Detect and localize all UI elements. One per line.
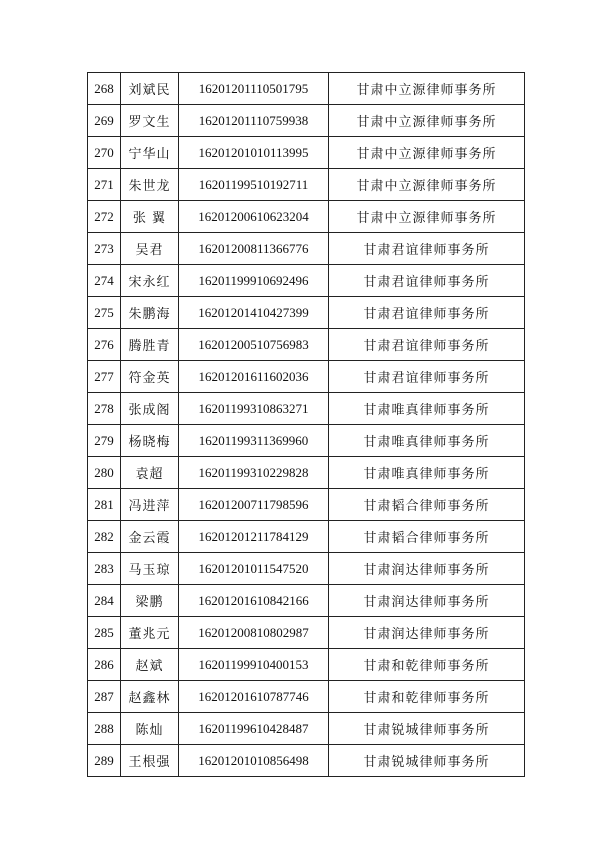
table-row [88,265,525,297]
roster-body [88,73,525,777]
table-row [88,73,525,105]
law-firm-name: 甘肃中立源律师事务所 [329,105,525,137]
law-firm-name: 甘肃中立源律师事务所 [329,169,525,201]
license-number: 16201201211784129 [179,521,329,553]
table-row [88,169,525,201]
license-number: 16201200510756983 [179,329,329,361]
license-number: 16201201010856498 [179,745,329,777]
lawyer-name: 袁超 [121,457,179,489]
lawyer-name: 张成阁 [121,393,179,425]
row-number: 269 [88,105,121,137]
license-number: 16201201010113995 [179,137,329,169]
law-firm-name: 甘肃君谊律师事务所 [329,233,525,265]
table-row [88,425,525,457]
table-row [88,521,525,553]
lawyer-name: 张 翼 [121,201,179,233]
row-number: 289 [88,745,121,777]
table-row [88,585,525,617]
law-firm-name: 甘肃唯真律师事务所 [329,393,525,425]
table-row [88,201,525,233]
row-number: 285 [88,617,121,649]
law-firm-name: 甘肃君谊律师事务所 [329,361,525,393]
law-firm-name: 甘肃中立源律师事务所 [329,201,525,233]
law-firm-name: 甘肃君谊律师事务所 [329,329,525,361]
lawyer-name: 王根强 [121,745,179,777]
license-number: 16201199311369960 [179,425,329,457]
law-firm-name: 甘肃润达律师事务所 [329,585,525,617]
law-firm-name: 甘肃韬合律师事务所 [329,489,525,521]
law-firm-name: 甘肃唯真律师事务所 [329,425,525,457]
lawyer-name: 刘斌民 [121,73,179,105]
license-number: 16201201611602036 [179,361,329,393]
lawyer-name: 杨晓梅 [121,425,179,457]
license-number: 16201201610787746 [179,681,329,713]
table-row [88,489,525,521]
lawyer-name: 金云霞 [121,521,179,553]
license-number: 16201199910400153 [179,649,329,681]
table-row [88,553,525,585]
law-firm-name: 甘肃君谊律师事务所 [329,265,525,297]
table-row [88,137,525,169]
lawyer-name: 符金英 [121,361,179,393]
table-row [88,681,525,713]
table-row [88,233,525,265]
law-firm-name: 甘肃润达律师事务所 [329,617,525,649]
row-number: 270 [88,137,121,169]
law-firm-name: 甘肃中立源律师事务所 [329,73,525,105]
lawyer-name: 梁鹏 [121,585,179,617]
license-number: 16201201011547520 [179,553,329,585]
lawyer-name: 朱世龙 [121,169,179,201]
row-number: 283 [88,553,121,585]
row-number: 287 [88,681,121,713]
lawyer-name: 赵鑫林 [121,681,179,713]
license-number: 16201201110759938 [179,105,329,137]
row-number: 268 [88,73,121,105]
lawyer-name: 罗文生 [121,105,179,137]
table-row [88,745,525,777]
row-number: 278 [88,393,121,425]
lawyer-name: 赵斌 [121,649,179,681]
table-row [88,649,525,681]
license-number: 16201201110501795 [179,73,329,105]
lawyer-name: 朱鹏海 [121,297,179,329]
table-row [88,105,525,137]
row-number: 284 [88,585,121,617]
row-number: 286 [88,649,121,681]
row-number: 274 [88,265,121,297]
law-firm-name: 甘肃锐城律师事务所 [329,713,525,745]
lawyer-name: 马玉琼 [121,553,179,585]
row-number: 273 [88,233,121,265]
table-row [88,329,525,361]
lawyer-name: 宁华山 [121,137,179,169]
row-number: 277 [88,361,121,393]
table-row [88,297,525,329]
license-number: 16201200610623204 [179,201,329,233]
row-number: 281 [88,489,121,521]
law-firm-name: 甘肃和乾律师事务所 [329,681,525,713]
law-firm-name: 甘肃唯真律师事务所 [329,457,525,489]
lawyer-name: 腾胜青 [121,329,179,361]
law-firm-name: 甘肃君谊律师事务所 [329,297,525,329]
law-firm-name: 甘肃和乾律师事务所 [329,649,525,681]
lawyer-name: 宋永红 [121,265,179,297]
license-number: 16201200711798596 [179,489,329,521]
lawyer-name: 吴君 [121,233,179,265]
lawyer-name: 陈灿 [121,713,179,745]
law-firm-name: 甘肃韬合律师事务所 [329,521,525,553]
lawyer-name: 董兆元 [121,617,179,649]
license-number: 16201199310229828 [179,457,329,489]
license-number: 16201199610428487 [179,713,329,745]
license-number: 16201201410427399 [179,297,329,329]
license-number: 16201199310863271 [179,393,329,425]
row-number: 282 [88,521,121,553]
table-row [88,361,525,393]
lawyer-name: 冯进萍 [121,489,179,521]
law-firm-name: 甘肃润达律师事务所 [329,553,525,585]
law-firm-name: 甘肃锐城律师事务所 [329,745,525,777]
table-row [88,393,525,425]
license-number: 16201199910692496 [179,265,329,297]
table-row [88,617,525,649]
lawyer-roster-table [87,72,525,777]
row-number: 275 [88,297,121,329]
table-row [88,457,525,489]
license-number: 16201200810802987 [179,617,329,649]
row-number: 279 [88,425,121,457]
license-number: 16201200811366776 [179,233,329,265]
row-number: 271 [88,169,121,201]
license-number: 16201199510192711 [179,169,329,201]
law-firm-name: 甘肃中立源律师事务所 [329,137,525,169]
row-number: 280 [88,457,121,489]
row-number: 272 [88,201,121,233]
license-number: 16201201610842166 [179,585,329,617]
table-row [88,713,525,745]
row-number: 276 [88,329,121,361]
row-number: 288 [88,713,121,745]
